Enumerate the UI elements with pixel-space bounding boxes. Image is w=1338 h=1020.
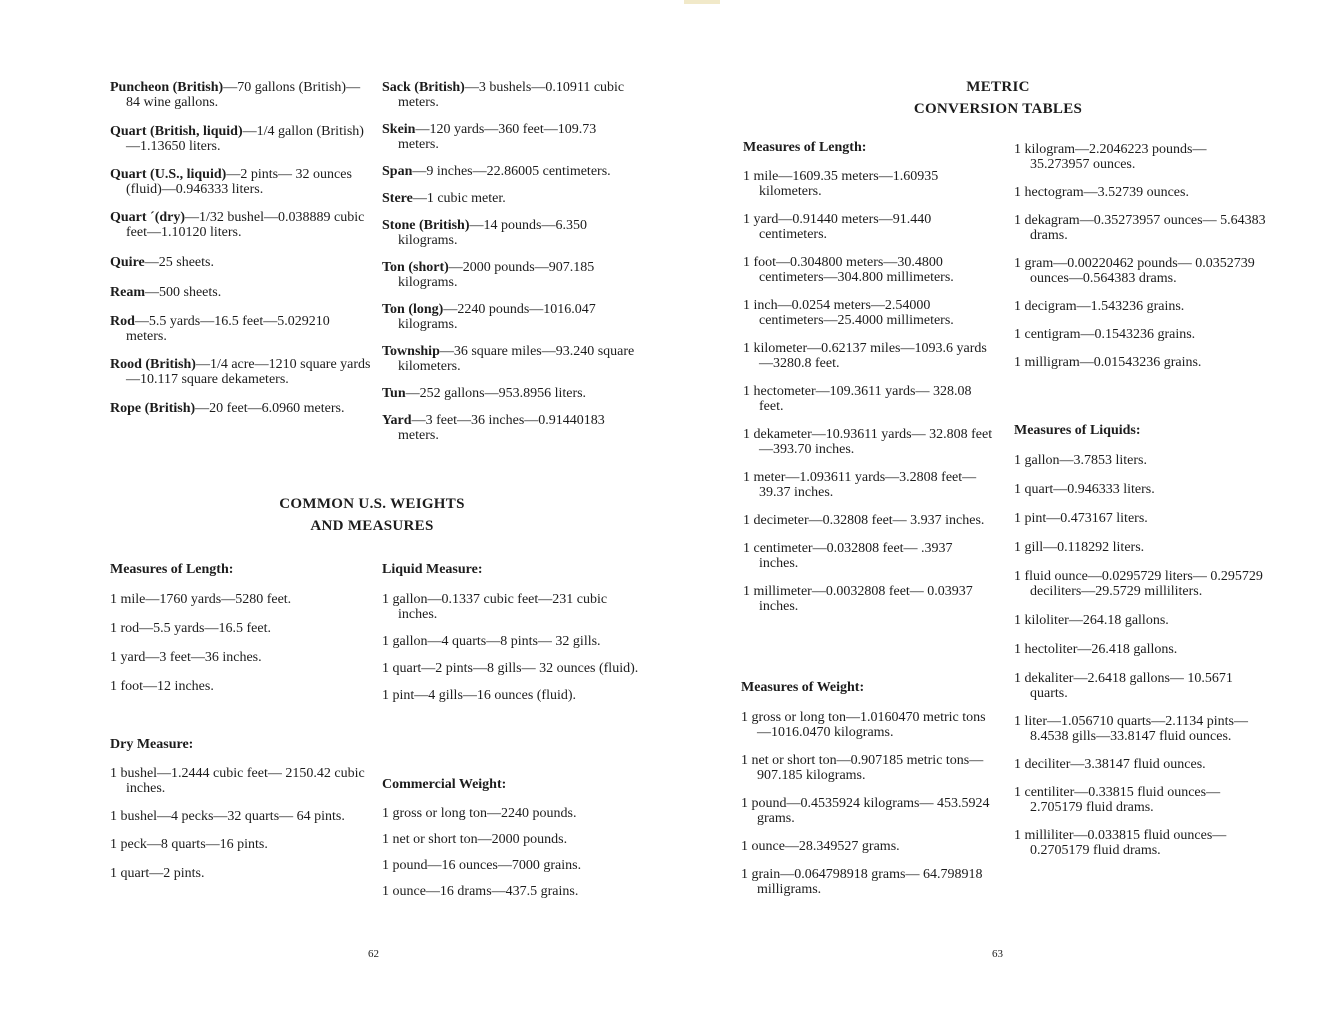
glossary-entry: Ton (long)—2240 pounds—1016.047 kilograms. [382, 302, 596, 332]
list-item: 1 dekameter—10.93611 yards— 32.808 feet—393.70 inches. [743, 427, 993, 457]
list-item: 1 gram—0.00220462 pounds— 0.0352739 ounces—0.564383 drams. [1014, 256, 1255, 286]
glossary-entry: Ton (short)—2000 pounds—907.185 kilograms. [382, 260, 595, 290]
list-item: 1 inch—0.0254 meters—2.54000 centimeters—25.4000 millimeters. [743, 298, 954, 328]
section-heading: Commercial Weight: [382, 777, 507, 792]
page-number-left: 62 [368, 948, 379, 960]
list-item: 1 foot—0.304800 meters—30.4800 centimeters—304.800 millimeters. [743, 255, 954, 285]
list-item: 1 pound—16 ounces—7000 grains. [382, 858, 582, 873]
glossary-entry: Rod—5.5 yards—16.5 feet—5.029210 meters. [110, 314, 330, 344]
common-us-title-line1: COMMON U.S. WEIGHTS [279, 496, 465, 512]
metric-weight-cont-section [1014, 142, 1269, 370]
list-item: 1 milligram—0.01543236 grains. [1014, 355, 1202, 370]
list-item: 1 millimeter—0.0032808 feet— 0.03937 inches. [743, 584, 973, 614]
list-item: 1 deciliter—3.38147 fluid ounces. [1014, 757, 1206, 772]
list-item: 1 ounce—28.349527 grams. [741, 839, 900, 854]
list-item: 1 rod—5.5 yards—16.5 feet. [110, 621, 271, 636]
list-item: 1 liter—1.056710 quarts—2.1134 pints—8.4538 gills—33.8147 fluid ounces. [1014, 714, 1248, 744]
list-item: 1 gallon—3.7853 liters. [1014, 453, 1147, 468]
list-item: 1 net or short ton—2000 pounds. [382, 832, 568, 847]
page-edge-tab [684, 0, 720, 4]
list-item: 1 kiloliter—264.18 gallons. [1014, 613, 1169, 628]
list-item: 1 ounce—16 drams—437.5 grains. [382, 884, 579, 899]
list-item: 1 yard—0.91440 meters—91.440 centimeters. [743, 212, 932, 242]
page-number-right: 63 [992, 948, 1003, 960]
list-item: 1 grain—0.064798918 grams— 64.798918 milligrams. [741, 867, 983, 897]
list-item: 1 centimeter—0.032808 feet— .3937 inches. [743, 541, 953, 571]
list-item: 1 mile—1609.35 meters—1.60935 kilometers. [743, 169, 939, 199]
liquid-measure-section [382, 562, 640, 703]
glossary-entry: Stone (British)—14 pounds—6.350 kilograms. [382, 218, 587, 248]
metric-length-section [743, 140, 993, 614]
section-heading: Dry Measure: [110, 737, 194, 752]
list-item: 1 decimeter—0.32808 feet— 3.937 inches. [743, 513, 985, 528]
glossary-entry: Quire—25 sheets. [110, 255, 214, 270]
list-item: 1 gross or long ton—1.0160470 metric tons—1016.0470 kilograms. [741, 710, 986, 740]
list-item: 1 centiliter—0.33815 fluid ounces— 2.705179 fluid drams. [1014, 785, 1221, 815]
list-item: 1 gross or long ton—2240 pounds. [382, 806, 577, 821]
section-heading: Measures of Weight: [741, 680, 865, 695]
section-heading: Measures of Liquids: [1014, 423, 1141, 438]
list-item: 1 foot—12 inches. [110, 679, 214, 694]
list-item: 1 hectoliter—26.418 gallons. [1014, 642, 1178, 657]
list-item: 1 gallon—0.1337 cubic feet—231 cubic inches. [382, 592, 608, 622]
list-item: 1 yard—3 feet—36 inches. [110, 650, 262, 665]
glossary-entry: Yard—3 feet—36 inches—0.91440183 meters. [382, 413, 605, 443]
glossary-entry: Puncheon (British)—70 gallons (British)—84 wine gallons. [110, 80, 361, 110]
section-heading: Measures of Length: [743, 140, 867, 155]
metric-title-line2: CONVERSION TABLES [913, 101, 1083, 117]
list-item: 1 net or short ton—0.907185 metric tons—907.185 kilograms. [741, 753, 984, 783]
list-item: 1 mile—1760 yards—5280 feet. [110, 592, 292, 607]
commercial-weight-section [382, 777, 640, 899]
glossary-entry: Stere—1 cubic meter. [382, 191, 506, 206]
list-item: 1 bushel—4 pecks—32 quarts— 64 pints. [110, 809, 345, 824]
metric-title [868, 76, 1128, 120]
common-us-title-line2: AND MEASURES [310, 518, 434, 534]
list-item: 1 fluid ounce—0.0295729 liters— 0.295729 deciliters—29.5729 milliliters. [1014, 569, 1263, 599]
metric-liquids-section [1014, 423, 1269, 858]
list-item: 1 centigram—0.1543236 grains. [1014, 327, 1196, 342]
list-item: 1 bushel—1.2444 cubic feet— 2150.42 cubic inches. [110, 766, 365, 796]
metric-title-line1: METRIC [966, 79, 1030, 95]
glossary-entry: Rood (British)—1/4 acre—1210 square yards—10.117 square dekameters. [110, 357, 371, 387]
glossary-col-1 [110, 80, 372, 416]
list-item: 1 peck—8 quarts—16 pints. [110, 837, 268, 852]
glossary-entry: Ream—500 sheets. [110, 285, 222, 300]
list-item: 1 gill—0.118292 liters. [1014, 540, 1145, 555]
list-item: 1 quart—2 pints—8 gills— 32 ounces (fluid). [382, 661, 639, 676]
common-us-title [232, 493, 512, 537]
list-item: 1 dekagram—0.35273957 ounces— 5.64383 drams. [1014, 213, 1266, 243]
list-item: 1 hectogram—3.52739 ounces. [1014, 185, 1189, 200]
list-item: 1 meter—1.093611 yards—3.2808 feet—39.37 inches. [743, 470, 977, 500]
glossary-entry: Quart (British, liquid)—1/4 gallon (British)—1.13650 liters. [110, 124, 364, 154]
dry-measure-section [110, 737, 372, 881]
metric-weight-section [741, 680, 993, 897]
list-item: 1 hectometer—109.3611 yards— 328.08 feet. [743, 384, 972, 414]
glossary-entry: Quart ´(dry)—1/32 bushel—0.038889 cubic feet—1.10120 liters. [110, 210, 365, 240]
glossary-entry: Township—36 square miles—93.240 square kilometers. [382, 344, 635, 374]
us-length-section [110, 562, 372, 694]
list-item: 1 gallon—4 quarts—8 pints— 32 gills. [382, 634, 601, 649]
list-item: 1 quart—2 pints. [110, 866, 205, 881]
glossary-entry: Tun—252 gallons—953.8956 liters. [382, 386, 587, 401]
list-item: 1 dekaliter—2.6418 gallons— 10.5671 quarts. [1014, 671, 1233, 701]
glossary-entry: Sack (British)—3 bushels—0.10911 cubic meters. [382, 80, 625, 110]
section-heading: Measures of Length: [110, 562, 234, 577]
section-heading: Liquid Measure: [382, 562, 483, 577]
list-item: 1 pint—0.473167 liters. [1014, 511, 1148, 526]
list-item: 1 pound—0.4535924 kilograms— 453.5924 grams. [741, 796, 990, 826]
list-item: 1 pint—4 gills—16 ounces (fluid). [382, 688, 577, 703]
list-item: 1 decigram—1.543236 grains. [1014, 299, 1185, 314]
list-item: 1 milliliter—0.033815 fluid ounces— 0.2705179 fluid drams. [1014, 828, 1227, 858]
glossary-entry: Span—9 inches—22.86005 centimeters. [382, 164, 611, 179]
list-item: 1 kilogram—2.2046223 pounds— 35.273957 ounces. [1014, 142, 1207, 172]
glossary-col-2 [382, 80, 640, 443]
glossary-entry: Rope (British)—20 feet—6.0960 meters. [110, 401, 345, 416]
list-item: 1 kilometer—0.62137 miles—1093.6 yards—3280.8 feet. [743, 341, 987, 371]
list-item: 1 quart—0.946333 liters. [1014, 482, 1155, 497]
glossary-entry: Skein—120 yards—360 feet—109.73 meters. [382, 122, 597, 152]
glossary-entry: Quart (U.S., liquid)—2 pints— 32 ounces (fluid)—0.946333 liters. [110, 167, 352, 197]
